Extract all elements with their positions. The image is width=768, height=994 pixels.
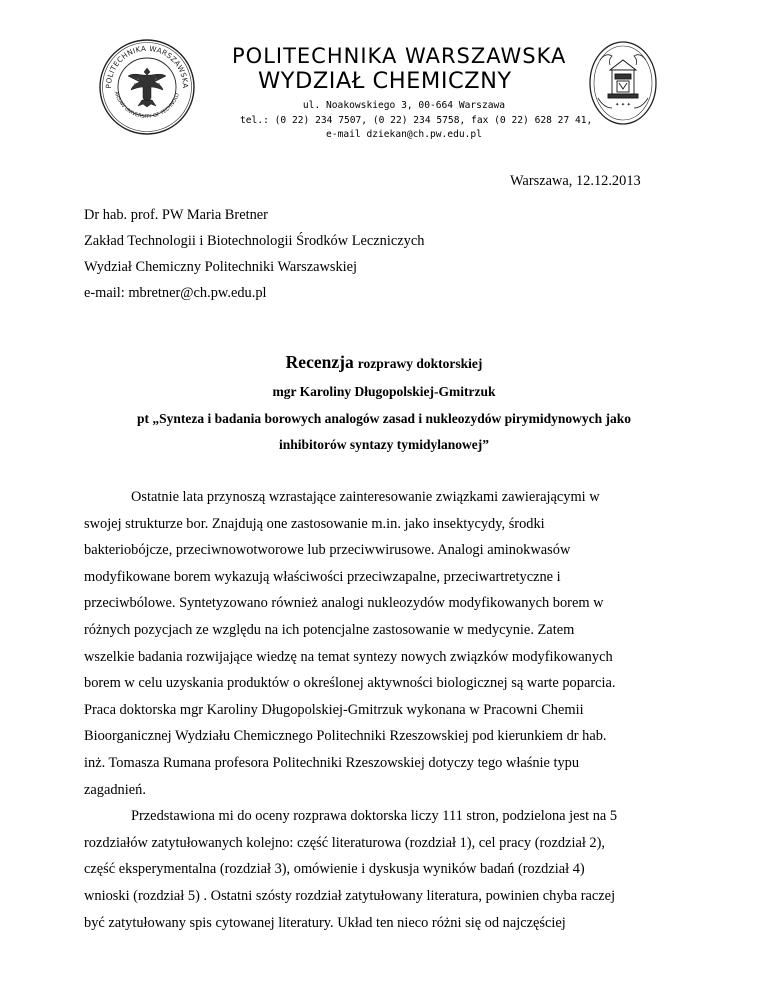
review-title-rest: rozprawy doktorskiej — [357, 356, 483, 371]
body-line: przeciwbólowe. Syntetyzowano również analogi nukleozydów modyfikowanych borem w — [84, 595, 604, 612]
svg-text:WARSAW UNIVERSITY OF TECHNOLOG: ARSAW UNIVERSITY OF TECHNOLO — [112, 90, 181, 120]
faculty-email: e-mail dziekan@ch.pw.edu.pl — [326, 129, 482, 140]
university-seal-logo — [98, 38, 196, 136]
review-topic-line-1: pt „Synteza i badania borowych analogów zasad i nukleozydów pirymidynowych jako — [136, 411, 632, 426]
faculty-address: ul. Noakowskiego 3, 00-664 Warszawa — [302, 100, 506, 111]
review-title — [60, 352, 708, 373]
body-line: Praca doktorska mgr Karoliny Długopolskiej-Gmitrzuk wykonana w Pracowni Chemii — [84, 701, 584, 718]
faculty-name: WYDZIAŁ CHEMICZNY — [258, 68, 512, 94]
letter-date: Warszawa, 12.12.2013 — [510, 173, 641, 189]
sender-name: Dr hab. prof. PW Maria Bretner — [84, 207, 268, 223]
body-line: być zatytułowany spis cytowanej literatury. Układ ten nieco różni się od najczęściej — [84, 914, 566, 931]
body-line: część eksperymentalna (rozdział 3), omówienie i dyskusja wyników badań (rozdział 4) — [84, 861, 585, 878]
sender-department: Zakład Technologii i Biotechnologii Środków Leczniczych — [84, 233, 425, 249]
body-line: rozdziałów zatytułowanych kolejno: część literaturowa (rozdział 1), cel pracy (rozdział 2), — [84, 834, 606, 851]
body-line: Przedstawiona mi do oceny rozprawa doktorska liczy 111 stron, podzielona jest na 5 — [131, 808, 618, 825]
body-line: różnych pozycjach ze względu na ich potencjalne zastosowanie w medycynie. Zatem — [84, 621, 575, 638]
svg-text:POLITECHNIKA WARSZAWSKA: POLITECHNIKA WARSZAWSKA — [103, 43, 191, 89]
body-line: borem w celu uzyskania produktów o określonej aktywności biologicznej są warte poparcia. — [84, 675, 616, 692]
sender-email: e-mail: mbretner@ch.pw.edu.pl — [84, 285, 267, 301]
review-author: mgr Karoliny Długopolskiej-Gmitrzuk — [272, 384, 496, 399]
body-line: inż. Tomasza Rumana profesora Politechniki Rzeszowskiej dotyczy tego właśnie typu — [84, 754, 580, 771]
body-line: Bioorganicznej Wydziału Chemicznego Politechniki Rzeszowskiej pod kierunkiem dr hab. — [84, 728, 607, 745]
body-line: swojej strukturze bor. Znajdują one zastosowanie m.in. jako insektycydy, środki — [84, 515, 545, 532]
faculty-emblem-logo — [588, 40, 658, 126]
faculty-phone: tel.: (0 22) 234 7507, (0 22) 234 5758, fax (0 22) 628 27 41, — [240, 115, 593, 126]
sender-faculty: Wydział Chemiczny Politechniki Warszawskiej — [84, 259, 358, 275]
body-line: wnioski (rozdział 5) . Ostatni szósty rozdział zatytułowany literatura, powinien chyba raczej — [84, 887, 616, 904]
review-body — [84, 484, 684, 936]
body-line: modyfikowane borem wykazują właściwości przeciwzapalne, przeciwartretyczne i — [84, 568, 561, 585]
review-topic-line-2: inhibitorów syntazy tymidylanowej” — [278, 437, 489, 452]
review-title-word: Recenzja — [285, 352, 354, 372]
body-line: zagadnień. — [84, 781, 146, 798]
body-line: bakteriobójcze, przeciwnowotworowe lub przeciwwirusowe. Analogi aminokwasów — [84, 542, 571, 559]
body-line: wszelkie badania rozwijające wiedzę na temat syntezy nowych związków modyfikowanych — [84, 648, 613, 665]
university-name: POLITECHNIKA WARSZAWSKA — [232, 44, 567, 68]
svg-text:✦ ✦ ✦: ✦ ✦ ✦ — [615, 102, 631, 108]
body-line: Ostatnie lata przynoszą wzrastające zainteresowanie związkami zawierającymi w — [131, 489, 600, 505]
